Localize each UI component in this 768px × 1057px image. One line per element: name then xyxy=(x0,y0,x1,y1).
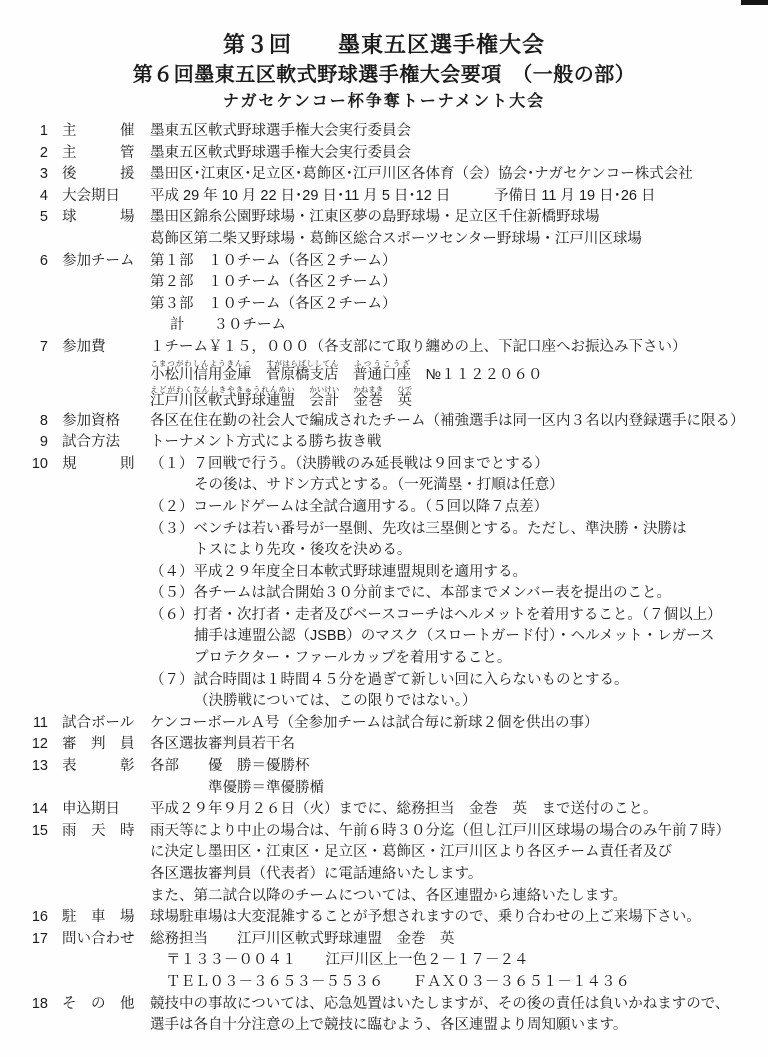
text-line: （１）７回戦で行う。（決勝戦のみ延長戦は９回までとする） xyxy=(150,455,549,472)
scan-artifact-corner-mark xyxy=(741,0,768,5)
item-content xyxy=(150,186,768,208)
item-number: 3 xyxy=(39,166,48,183)
item-content xyxy=(150,164,768,186)
text-line: また、第二試合以降のチームについては、各区連盟から連絡いたします。 xyxy=(150,887,628,904)
text-line: 各区在住在勤の社会人で編成されたチーム（補強選手は同一区内３名以内登録選手に限る） xyxy=(150,412,745,429)
item-content xyxy=(150,799,768,821)
text-line: 〒１３３－００４１ 江戸川区上一色２－１７－２４ xyxy=(166,952,529,969)
item-label: 後 援 xyxy=(62,166,135,183)
text-line: その後は、サドン方式とする。（一死満塁・打順は任意） xyxy=(194,477,564,494)
doc-item-18 xyxy=(0,994,768,1037)
text-line: 各区選抜審判員若干名 xyxy=(150,736,295,753)
item-content xyxy=(150,337,768,411)
item-content xyxy=(150,994,768,1037)
text-line: ＴＥＬ０３－３６５３－５５３６ ＦＡＸ０３－３６５１－１４３６ xyxy=(166,973,630,990)
item-content xyxy=(150,143,768,165)
text-line: 準優勝＝準優勝楯 xyxy=(208,779,324,796)
item-label: 駐 車 場 xyxy=(62,909,135,926)
text-line: ケンコーボールＡ号（全参加チームは試合毎に新球２個を供出の事） xyxy=(150,714,599,731)
item-number: 15 xyxy=(31,822,48,839)
item-label: 参加資格 xyxy=(62,412,120,429)
item-content xyxy=(150,907,768,929)
item-number: 13 xyxy=(31,758,48,775)
text-line: １チーム￥１５，０００（各支部にて取り纏めの上、下記口座へお振込み下さい） xyxy=(150,338,687,355)
title-line-1: 第３回 墨東五区選手権大会 xyxy=(222,32,545,57)
doc-item-5 xyxy=(0,207,768,250)
item-content xyxy=(150,432,768,454)
item-number: 1 xyxy=(39,123,48,139)
text-line: 第１部 １０チーム（各区２チーム） xyxy=(150,252,397,269)
text-line: 計 ３０チーム xyxy=(170,317,286,334)
doc-item-9 xyxy=(0,432,768,454)
item-number: 14 xyxy=(31,801,48,818)
item-content xyxy=(150,929,768,994)
item-label: 雨 天 時 xyxy=(62,822,135,839)
doc-item-4 xyxy=(0,186,768,208)
item-content xyxy=(150,121,768,143)
text-line: （決勝戦については、この限りではない。） xyxy=(194,693,477,710)
item-number: 8 xyxy=(39,412,48,429)
text-line: 小松川信用金庫こまつがわしんようきんこ 菅原橋支店すがはらばししてん 普通口座ふつうこうざ №１１２２０６０ xyxy=(150,358,543,383)
item-number: 10 xyxy=(31,455,48,472)
ruby-text: 江戸川区軟式野球連盟えどがわくなんしきやきゅうれんめい xyxy=(150,384,295,409)
item-content xyxy=(150,821,768,907)
item-label: 申込期日 xyxy=(62,801,120,818)
item-content xyxy=(150,411,768,433)
item-content xyxy=(150,734,768,756)
ruby-text: 金巻かねまき xyxy=(353,384,384,409)
doc-item-6 xyxy=(0,251,768,337)
item-label: 審 判 員 xyxy=(62,736,135,753)
doc-item-11 xyxy=(0,713,768,735)
doc-item-10 xyxy=(0,454,768,713)
item-label: 球 場 xyxy=(62,209,135,226)
text-line: 墨田区錦糸公園野球場・江東区夢の島野球場・足立区千住新橋野球場 xyxy=(150,209,600,226)
text-line: 球場駐車場は大変混雑することが予想されますので、乗り合わせの上ご来場下さい。 xyxy=(150,909,701,926)
doc-item-13 xyxy=(0,756,768,799)
text-line: 各部 優 勝＝優勝杯 xyxy=(150,758,310,775)
ruby-text: 会計かいけい xyxy=(309,384,340,409)
doc-item-14 xyxy=(0,799,768,821)
item-content xyxy=(150,251,768,337)
ruby-text: 普通口座ふつうこうざ xyxy=(353,358,411,383)
text-line: 墨東五区軟式野球選手権大会実行委員会 xyxy=(150,144,411,161)
doc-item-15 xyxy=(0,821,768,907)
text-line: トーナメント方式による勝ち抜き戦 xyxy=(150,434,382,451)
text-line: （４）平成２９年度全日本軟式野球連盟規則を適用する。 xyxy=(150,563,527,580)
item-label: 参加費 xyxy=(62,338,106,355)
title-line-3: ナガセケンコー杯争奪トーナメント大会 xyxy=(222,93,546,110)
item-number: 7 xyxy=(39,338,48,355)
item-number: 5 xyxy=(39,209,48,226)
text-line: （３）ベンチは若い番号が一塁側、先攻は三塁側とする。ただし、準決勝・決勝は xyxy=(150,520,687,537)
text-line: 平成２９年９月２６日（火）までに、総務担当 金巻 英 まで送付のこと。 xyxy=(150,801,658,818)
title-line-2: 第６回墨東五区軟式野球選手権大会要項 （一般の部） xyxy=(132,64,636,86)
text-line: 各区選抜審判員（代表者）に電話連絡いたします。 xyxy=(150,866,483,882)
document-title-block xyxy=(0,0,768,114)
doc-item-17 xyxy=(0,929,768,994)
item-number: 18 xyxy=(31,995,48,1012)
item-number: 12 xyxy=(31,736,48,753)
text-line: （２）コールドゲームは全試合適用する。（５回以降７点差） xyxy=(150,498,549,515)
text-line: トスにより先攻・後攻を決める。 xyxy=(194,542,412,559)
text-line: プロテクター・ファールカップを着用すること。 xyxy=(194,650,512,667)
item-number: 9 xyxy=(39,434,48,451)
item-content xyxy=(150,713,768,735)
text-line: （７）試合時間は１時間４５分を過ぎて新しい回に入らないものとする。 xyxy=(150,671,629,688)
item-label: 大会期日 xyxy=(62,187,120,204)
ruby-text: 小松川信用金庫こまつがわしんようきんこ xyxy=(150,358,252,383)
text-line: 総務担当 江戸川区軟式野球連盟 金巻 英 xyxy=(150,930,455,947)
item-label: 主 催 xyxy=(62,123,135,139)
item-label: 主 管 xyxy=(62,144,135,161)
item-number: 6 xyxy=(39,252,48,269)
item-label: 規 則 xyxy=(62,455,135,472)
document-body xyxy=(0,121,768,1037)
text-line: 雨天等により中止の場合は、午前６時３０分迄（但し江戸川区球場の場合のみ午前７時） xyxy=(150,822,730,839)
item-label: そ の 他 xyxy=(62,995,135,1012)
text-line: 競技中の事故については、応急処置はいたしますが、その後の責任は負いかねますので、 xyxy=(150,995,730,1012)
item-number: 4 xyxy=(39,187,48,204)
item-content xyxy=(150,454,768,713)
item-label: 試合方法 xyxy=(62,434,120,451)
item-label: 参加チーム xyxy=(62,252,135,269)
item-label: 試合ボール xyxy=(62,714,135,731)
text-line: 墨東五区軟式野球選手権大会実行委員会 xyxy=(150,123,411,139)
item-label: 表 彰 xyxy=(62,758,135,775)
ruby-text: 英ひで xyxy=(397,384,413,409)
text-line xyxy=(150,385,768,411)
text-line: 捕手は連盟公認（JSBB）のマスク（スロートガード付）・ヘルメット・レガース xyxy=(194,628,715,645)
text-line: 第３部 １０チーム（各区２チーム） xyxy=(150,295,397,312)
item-number: 2 xyxy=(39,144,48,161)
text-line: に決定し墨田区・江東区・足立区・葛飾区・江戸川区より各区チーム責任者及び xyxy=(150,844,672,861)
doc-item-8 xyxy=(0,411,768,433)
item-number: 16 xyxy=(31,909,48,926)
text-line: 平成 29 年 10 月 22 日･29 日･11 月 5 日･12 日 予備日 11 月 19 日･26 日 xyxy=(150,187,656,204)
doc-item-7 xyxy=(0,337,768,411)
doc-item-2 xyxy=(0,143,768,165)
text-line: 第２部 １０チーム（各区２チーム） xyxy=(150,274,397,291)
text-line: 選手は各自十分注意の上で競技に臨むよう、各区連盟より周知願います。 xyxy=(150,1017,628,1034)
doc-item-16 xyxy=(0,907,768,929)
item-number: 17 xyxy=(31,930,48,947)
text-line: （６）打者・次打者・走者及びベースコーチはヘルメットを着用すること。（７個以上） xyxy=(150,606,722,623)
item-number: 11 xyxy=(32,714,48,731)
doc-item-1 xyxy=(0,121,768,143)
ruby-text: 菅原橋支店すがはらばししてん xyxy=(266,358,339,383)
item-content xyxy=(150,756,768,799)
item-label: 問い合わせ xyxy=(62,930,135,947)
text-line: （５）各チームは試合開始３０分前までに、本部までメンバー表を提出のこと。 xyxy=(150,585,671,602)
doc-item-12 xyxy=(0,734,768,756)
item-content xyxy=(150,207,768,250)
doc-item-3 xyxy=(0,164,768,186)
text-line: 墨田区･江東区･足立区･葛飾区･江戸川区各体育（会）協会･ナガセケンコー株式会社 xyxy=(150,166,693,183)
text-line: 葛飾区第二柴又野球場・葛飾区総合スポーツセンター野球場・江戸川区球場 xyxy=(150,230,642,247)
